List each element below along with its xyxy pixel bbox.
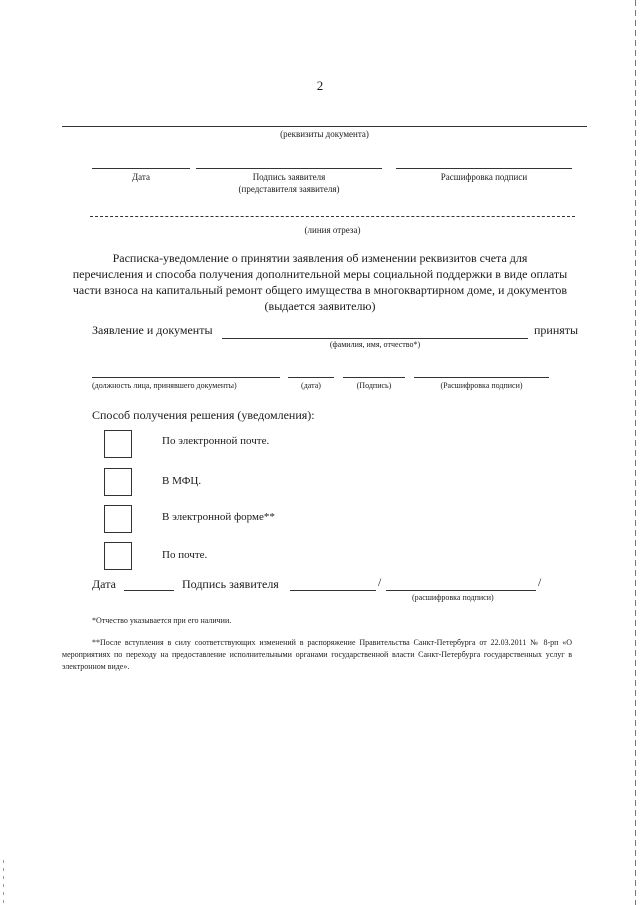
accepted-prefix: Заявление и документы bbox=[92, 323, 213, 337]
cut-line bbox=[90, 216, 575, 217]
scan-edge-right bbox=[635, 0, 636, 905]
fio-caption: (фамилия, имя, отчество*) bbox=[329, 340, 421, 349]
accept-decoding-caption: (Расшифровка подписи) bbox=[440, 381, 523, 390]
signature-caption-2: (представителя заявителя) bbox=[238, 184, 340, 194]
bottom-date-label: Дата bbox=[92, 577, 116, 591]
fio-line[interactable] bbox=[222, 338, 528, 339]
bottom-slash-1: / bbox=[378, 575, 382, 589]
receipt-title-line-4: (выдается заявителю) bbox=[264, 299, 376, 313]
accept-date-line bbox=[288, 377, 334, 378]
accept-signature-caption: (Подпись) bbox=[356, 381, 392, 390]
scan-edge-left bbox=[3, 860, 4, 905]
accepted-suffix: приняты bbox=[534, 323, 579, 337]
option-post-label: По почте. bbox=[162, 549, 208, 561]
option-mfc-label: В МФЦ. bbox=[162, 475, 202, 487]
accept-signature-line bbox=[343, 377, 405, 378]
receipt-title-line-3: части взноса на капитальный ремонт общего имущества в многоквартирном доме, и документов bbox=[72, 283, 568, 297]
bottom-slash-2: / bbox=[538, 575, 542, 589]
date-line bbox=[92, 168, 190, 169]
footnote-1: *Отчество указывается при его наличии. bbox=[92, 616, 232, 625]
doc-details-caption: (реквизиты документа) bbox=[280, 129, 369, 139]
accept-decoding-line bbox=[414, 377, 549, 378]
option-electronic-label: В электронной форме** bbox=[162, 511, 275, 523]
bottom-decoding-line[interactable] bbox=[386, 590, 536, 591]
doc-details-line bbox=[62, 126, 587, 127]
option-electronic-checkbox[interactable] bbox=[104, 505, 132, 533]
cut-line-caption: (линия отреза) bbox=[304, 225, 361, 235]
bottom-date-line[interactable] bbox=[124, 590, 174, 591]
receipt-title-line-2: перечисления и способа получения дополнительной меры социальной поддержки в виде оплаты bbox=[72, 267, 568, 281]
position-line bbox=[92, 377, 280, 378]
signature-caption-1: Подпись заявителя bbox=[252, 172, 326, 182]
receipt-title-line-1: Расписка-уведомление о принятии заявления об изменении реквизитов счета для bbox=[112, 251, 528, 265]
page-number: 2 bbox=[316, 78, 324, 93]
method-heading: Способ получения решения (уведомления): bbox=[92, 408, 315, 422]
footnote-2: **После вступления в силу соответствующих изменений в распоряжение Правительства Санкт-Петербурга от 22.03.2011 № 8-рп «О мероприятиях по переходу на предоставление исполнительными органами государственной власти Санкт-Петербурга государственных услуг в электронном виде». bbox=[62, 638, 572, 671]
receipt-title bbox=[50, 250, 590, 314]
decoding-caption: Расшифровка подписи bbox=[440, 172, 528, 182]
date-caption: Дата bbox=[132, 172, 150, 182]
option-email-label: По электронной почте. bbox=[162, 435, 270, 447]
option-post-checkbox[interactable] bbox=[104, 542, 132, 570]
option-mfc-checkbox[interactable] bbox=[104, 468, 132, 496]
bottom-signature-label: Подпись заявителя bbox=[182, 577, 279, 591]
decoding-line bbox=[396, 168, 572, 169]
bottom-signature-line[interactable] bbox=[290, 590, 376, 591]
accept-date-caption: (дата) bbox=[301, 381, 321, 390]
signature-line bbox=[196, 168, 382, 169]
position-caption: (должность лица, принявшего документы) bbox=[92, 381, 237, 390]
bottom-decoding-caption: (расшифровка подписи) bbox=[412, 593, 494, 602]
option-email-checkbox[interactable] bbox=[104, 430, 132, 458]
